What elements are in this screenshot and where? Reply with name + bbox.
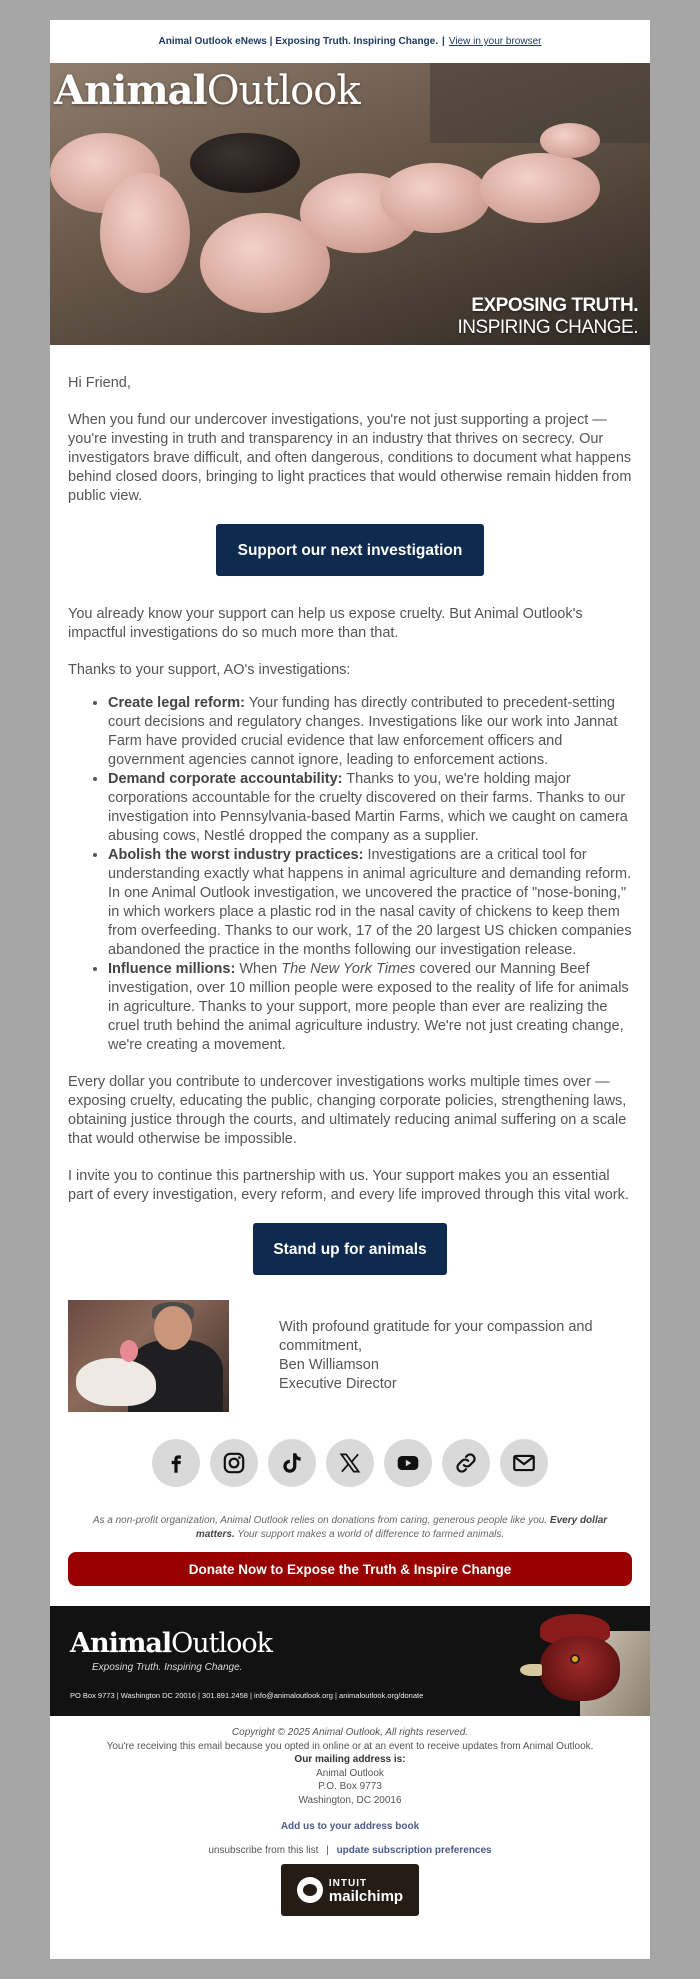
donate-button[interactable]: Donate Now to Expose the Truth & Inspire Change xyxy=(68,1552,632,1586)
impact-title: Influence millions: xyxy=(108,961,236,977)
mailchimp-badge[interactable] xyxy=(281,1864,419,1916)
rooster-image xyxy=(490,1606,650,1716)
social-links xyxy=(50,1439,650,1487)
link-separator: | xyxy=(326,1845,329,1856)
closing-line: With profound gratitude for your compassion and commitment, xyxy=(279,1319,593,1354)
footer-tagline: Exposing Truth. Inspiring Change. xyxy=(92,1662,243,1673)
list-item xyxy=(108,770,632,846)
mailchimp-line-1: INTUIT xyxy=(328,1878,368,1889)
hero-tagline-1: EXPOSING TRUTH. xyxy=(471,295,638,316)
signature-block xyxy=(50,1300,650,1412)
impact-text: covered our Manning Beef investigation, over 10 million people were exposed to the reality of life for animals in agriculture. Thanks to your support, more people than ever are realizing the cruel truth behind the animal agriculture industry. We're not just creating change, we're creating a movement. xyxy=(108,961,629,1053)
mailing-label: Our mailing address is: xyxy=(294,1754,406,1765)
impact-title: Create legal reform: xyxy=(108,695,245,711)
mailing-po-box: P.O. Box 9773 xyxy=(318,1781,382,1792)
pig-figure xyxy=(380,163,490,233)
facebook-icon[interactable] xyxy=(152,1439,200,1487)
opt-in-reason: You're receiving this email because you opted in online or at an event to receive updates from Animal Outlook. xyxy=(106,1740,594,1752)
mailchimp-icon xyxy=(297,1877,323,1903)
paragraph-3: Thanks to your support, AO's investigations: xyxy=(68,662,351,678)
list-item xyxy=(108,694,632,770)
pig-figure xyxy=(190,133,300,193)
instagram-icon[interactable] xyxy=(210,1439,258,1487)
publication-name: The New York Times xyxy=(281,961,416,977)
mailing-city: Washington, DC 20016 xyxy=(298,1794,402,1806)
mailing-org: Animal Outlook xyxy=(316,1767,384,1779)
preferences-link[interactable]: update subscription preferences xyxy=(336,1845,492,1856)
support-investigation-button[interactable]: Support our next investigation xyxy=(216,524,484,576)
impact-text: Investigations are a critical tool for understanding exactly what happens in animal agriculture and demanding reform. In one Animal Outlook investigation, we uncovered the practice of "nose-boning," in which workers place a plastic rod in the nasal cavity of chickens to keep them from overfeeding. Thanks to our work, 17 of the 20 largest US chicken companies abandoned the practice in the months following our investigation release. xyxy=(108,847,632,958)
note-text: As a non-profit organization, Animal Outlook relies on donations from caring, generous people like you. xyxy=(92,1515,550,1526)
list-item xyxy=(108,846,632,960)
footer-banner xyxy=(50,1606,650,1716)
email-body xyxy=(50,374,650,1275)
greeting: Hi Friend, xyxy=(68,375,131,391)
hero-logo xyxy=(54,67,360,114)
view-in-browser-link[interactable]: View in your browser xyxy=(448,36,542,47)
logo-bold: Animal xyxy=(54,67,207,114)
pen-fence xyxy=(430,63,650,143)
impact-title: Abolish the worst industry practices: xyxy=(108,847,364,863)
legal-footer xyxy=(50,1726,650,1807)
pig-figure xyxy=(540,123,600,158)
signature-text xyxy=(279,1318,619,1412)
tiktok-icon[interactable] xyxy=(268,1439,316,1487)
note-bold: Every dollar matters. xyxy=(195,1515,608,1540)
preheader-text: Animal Outlook eNews | Exposing Truth. Inspiring Change. xyxy=(158,36,439,47)
footer-logo-light: Outlook xyxy=(171,1628,273,1659)
impact-text: Your funding has directly contributed to precedent-setting court decisions and regulatory changes. Investigations like our work into Jannat Farm have provided crucial evidence that law enforcement officers and government agencies cannot ignore, leading to enforcement actions. xyxy=(108,695,618,768)
stand-up-button[interactable]: Stand up for animals xyxy=(253,1223,447,1275)
preheader xyxy=(50,20,650,63)
preheader-separator: | xyxy=(442,36,445,47)
address-book-link[interactable]: Add us to your address book xyxy=(280,1821,420,1832)
list-item xyxy=(108,960,632,1055)
impact-list xyxy=(90,694,632,1055)
x-icon[interactable] xyxy=(326,1439,374,1487)
email-icon[interactable] xyxy=(500,1439,548,1487)
signer-name: Ben Williamson xyxy=(279,1357,379,1373)
paragraph-2: You already know your support can help us expose cruelty. But Animal Outlook's impactful investigations do so much more than that. xyxy=(68,606,583,641)
pig-figure xyxy=(100,173,190,293)
nonprofit-note xyxy=(50,1514,650,1542)
signer-title: Executive Director xyxy=(279,1376,397,1392)
footer-logo-bold: Animal xyxy=(70,1628,172,1659)
hero-image[interactable] xyxy=(50,63,650,345)
logo-light: Outlook xyxy=(206,68,360,114)
youtube-icon[interactable] xyxy=(384,1439,432,1487)
pig-figure xyxy=(480,153,600,223)
impact-title: Demand corporate accountability: xyxy=(108,771,343,787)
footer-logo xyxy=(70,1628,272,1659)
unsubscribe-link[interactable]: unsubscribe from this list xyxy=(208,1845,319,1856)
impact-text: Thanks to you, we're holding major corporations accountable for the cruelty discovered on their farms. Thanks to our investigation into Pennsylvania-based Martin Farms, which we caught on camera abusing cows, Nestlé dropped the company as a supplier. xyxy=(108,771,628,844)
intro-paragraph: When you fund our undercover investigations, you're not just supporting a project — you're investing in truth and transparency in an industry that thrives on secrecy. Our investigators brave difficult, and often dangerous, conditions to document what happens behind closed doors, bringing to light practices that would otherwise remain hidden from public view. xyxy=(68,412,632,504)
copyright: Copyright © 2025 Animal Outlook, All rights reserved. xyxy=(231,1727,469,1738)
email-container xyxy=(50,20,650,1959)
note-tail: Your support makes a world of difference to farmed animals. xyxy=(234,1529,505,1540)
link-icon[interactable] xyxy=(442,1439,490,1487)
hero-tagline-2: INSPIRING CHANGE. xyxy=(457,317,638,338)
paragraph-5: I invite you to continue this partnership with us. Your support makes you an essential part of every investigation, every reform, and every life improved through this vital work. xyxy=(68,1168,629,1203)
impact-text: When xyxy=(235,961,282,977)
mailchimp-line-2: mailchimp xyxy=(328,1888,404,1905)
subscription-links xyxy=(50,1845,650,1856)
director-photo xyxy=(68,1300,229,1412)
paragraph-4: Every dollar you contribute to undercover investigations works multiple times over — exposing cruelty, educating the public, changing corporate policies, strengthening laws, obtaining justice through the courts, and ultimately reducing animal suffering on a scale that would otherwise be impossible. xyxy=(68,1074,627,1147)
footer-address: PO Box 9773 | Washington DC 20016 | 301.891.2458 | info@animaloutlook.org | animaloutlook.org/donate xyxy=(70,1691,424,1700)
